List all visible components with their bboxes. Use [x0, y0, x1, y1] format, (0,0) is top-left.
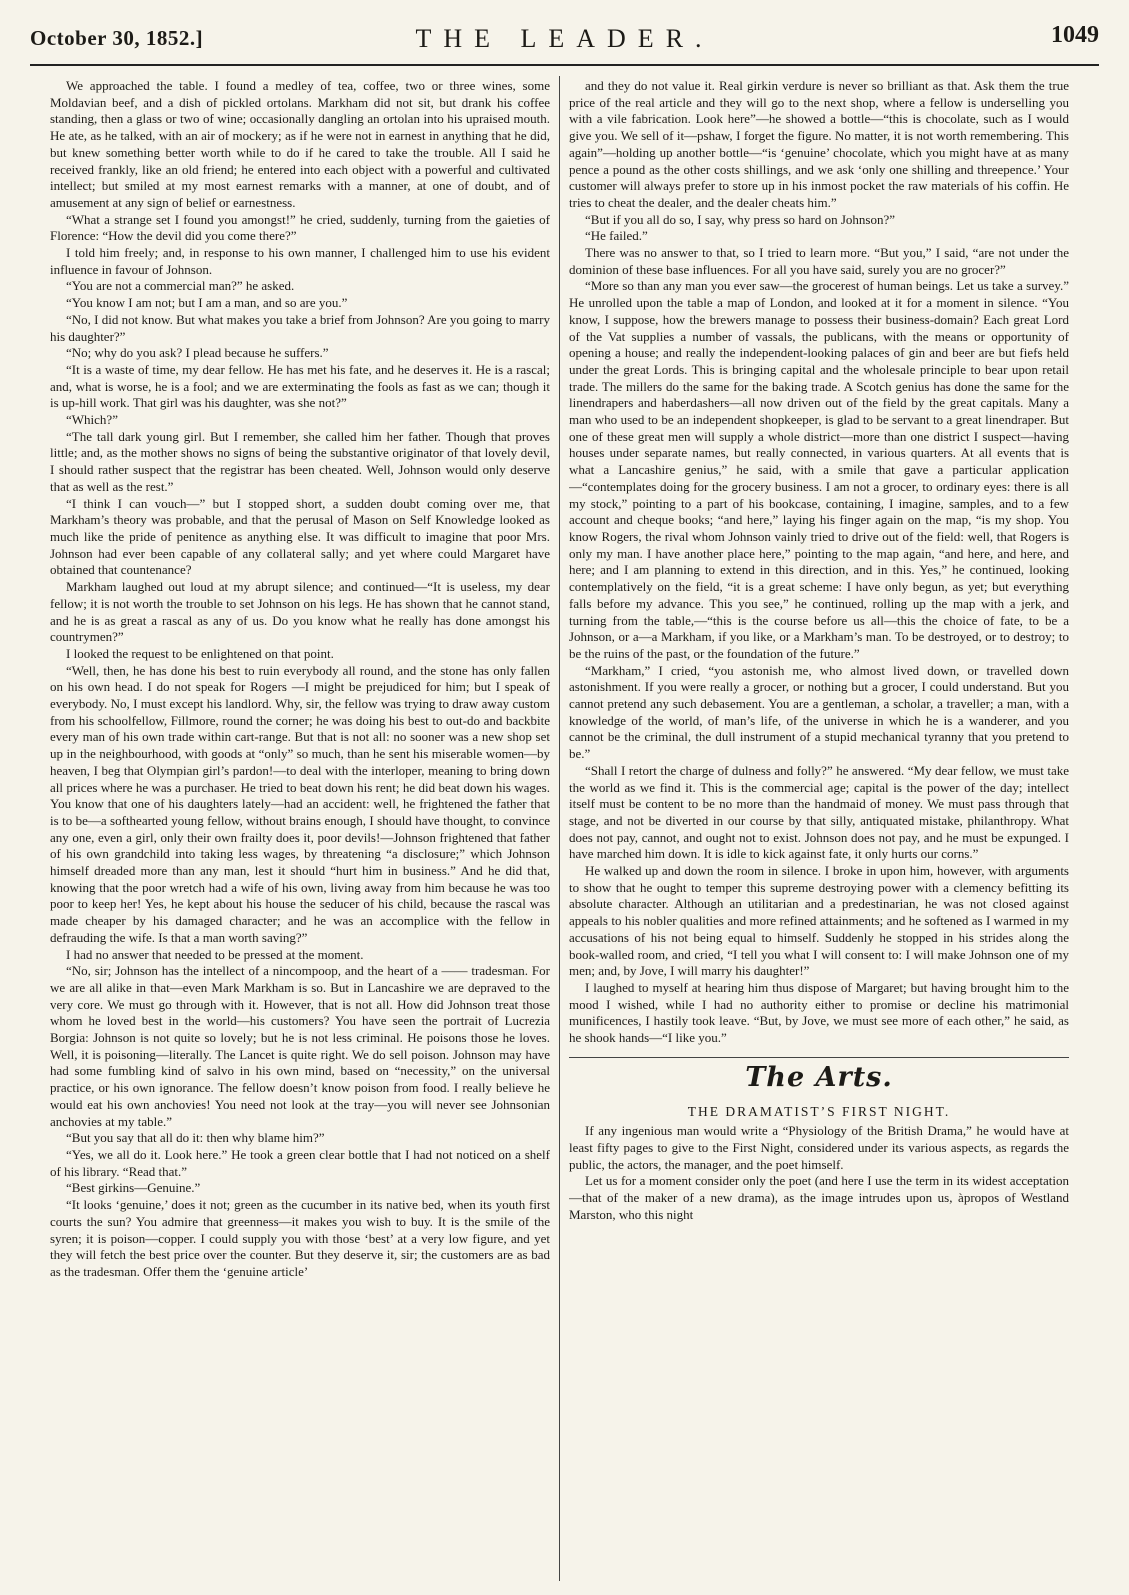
paragraph: “Markham,” I cried, “you astonish me, who almost lived down, or travelled down astonishment. If you were really a grocer, or nothing but a grocer, I could understand. But you cannot pretend any such debasement. You are a gentleman, a scholar, a traveller; a man, with a knowledge of the world, of man’s life, of the universe in which he is a wanderer, and you cannot be the criminal, the dull instrument of a stupid mechanical tyranny that you pretend to be.”: [569, 662, 1069, 762]
paragraph: “No, I did not know. But what makes you take a brief from Johnson? Are you going to marry his daughter?”: [50, 311, 550, 344]
paragraph: “What a strange set I found you amongst!” he cried, suddenly, turning from the gaieties of Florence: “How the devil did you come there?”: [50, 211, 550, 244]
paragraph: “I think I can vouch—” but I stopped short, a sudden doubt coming over me, that Markham’s theory was probable, and that the perusal of Mason on Self Knowledge looked as much like the pride of penitence as anything else. It was difficult to imagine that poor Mrs. Johnson had ever been capable of any collateral sally; and yet where could Margaret have obtained that countenance?: [50, 495, 550, 578]
paragraph: “It looks ‘genuine,’ does it not; green as the cucumber in its native bed, when its youth first courts the sun? You admire that greenness—it makes you wish to buy. It is the smile of the syren; it is poison—copper. I could supply you with those ‘best’ at a very low figure, and yet they will fetch the best price over the counter. But they deserve it, sir; the customers are as bad as the tradesman. Offer them the ‘genuine article’: [50, 1197, 550, 1279]
section-heading: The Arts.: [745, 1061, 893, 1093]
article-title: THE DRAMATIST’S FIRST NIGHT.: [687, 1104, 951, 1120]
paragraph: “The tall dark young girl. But I remember, she called him her father. Though that proves little; and, as the mother shows no signs of being the substantive originator of that lovely devil, I should rather suspect that the registrar has been cheated. Well, Johnson would only deserve that as well as the rest.”: [50, 428, 550, 494]
paragraph: Let us for a moment consider only the poet (and here I use the term in its widest acceptation—that of the maker of a new drama), as the image intrudes upon us, àpropos of Westland Marston, who this night: [569, 1173, 1069, 1222]
paragraph: “But if you all do so, I say, why press so hard on Johnson?”: [585, 211, 896, 227]
paragraph: “You are not a commercial man?” he asked.: [66, 278, 295, 294]
section-rule: [569, 1057, 1069, 1058]
paragraph: I had no answer that needed to be pressed at the moment.: [66, 946, 364, 962]
paragraph: “But you say that all do it: then why blame him?”: [66, 1130, 325, 1146]
left-column: [50, 78, 550, 1583]
paragraph: “Yes, we all do it. Look here.” He took a green clear bottle that I had not noticed on a shelf of his library. “Read that.”: [50, 1147, 550, 1179]
paragraph: I told him freely; and, in response to his own manner, I challenged him to use his evident influence in favour of Johnson.: [50, 245, 550, 277]
paragraph: “It is a waste of time, my dear fellow. He has met his fate, and he deserves it. He is a rascal; and, what is worse, he is a fool; and we are exterminating the fools as fast as we can; though it is up-hill work. That girl was his daughter, was she not?”: [50, 361, 550, 411]
paragraph: and they do not value it. Real girkin verdure is never so brilliant as that. Ask them the true price of the real article and they will go to the next shop, where a fellow is underselling you with a vile fabrication. Look here”—he showed a bottle—“this is chocolate, such as I would give you. We sell of it—pshaw, I forget the figure. No matter, it is not worth remembering. This again”—holding up another bottle—“is ‘genuine’ chocolate, which you might have at as many pence a pound as the other costs shillings, and we ask ‘only one shilling and threepence.’ Your customer will always prefer to store up in his inmost pocket the raw materials of his coffin. He tries to cheat the dealer, and the dealer cheats him.”: [569, 78, 1069, 210]
masthead-title: THE LEADER.: [415, 24, 714, 53]
paragraph: “More so than any man you ever saw—the grocerest of human beings. Let us take a survey.” He unrolled upon the table a map of London, and looked at it for a moment in silence. “You know, I suppose, how the brewers manage to possess their business-domain? Each great Lord of the Vat supplies a number of vassals, the publicans, with the means or opportunity of opening a house; and really the independent-looking palaces of gin and beer are but fiefs held under the great Lords. This is bringing capital and the wholesale principle to bear upon retail trade. The millers do the same for the baking trade. A Scotch genius has done the same for the linendrapers and haberdashers—all now driven out of the field by the great capitals. Many a man who used to be an independent shopkeeper, is glad to be servant to a great linendraper. But one of these great men will supply a whole district—more than one district I suspect—having houses under separate names, but really connected, in various quarters. At all events that is what a Lancashire genius,” he said, with a smile that gave a particular application—“contemplates doing for the grocery business. I am not a grocer, to ordinary eyes: there is all my stock,” pointing to a part of his bookcase, containing, I imagine, samples, and to a few account and cheque books; “and here,” laying his finger again on the map, “is my shop. You know Rogers, the rival whom Johnson vainly tried to drive out of the field: well, that Rogers is only my man. I have another place here,” pointing to the map again, “and here, and here, and here; and I am planning to extend in this direction, and in this. Yes,” he continued, looking contemplatively on the field, “it is a great scheme: I have only begun, as yet; but everything falls before my advance. This you see,” he continued, rolling up the map with a jerk, and turning from the table,—“this is the course before us all—this the choice of fate, to be a Johnson, or a—a Markham, if you like, or a Markham’s man. To be destroyed, or to destroy; to be the ruins of the past, or the foundation of the future.”: [569, 278, 1069, 661]
paragraph: “No; why do you ask? I plead because he suffers.”: [66, 345, 329, 361]
issue-date: October 30, 1852.]: [30, 26, 204, 50]
paragraph: “Best girkins—Genuine.”: [66, 1180, 201, 1196]
paragraph: “Shall I retort the charge of dulness and folly?” he answered. “My dear fellow, we must take the world as we find it. This is the commercial age; capital is the power of the day; intellect itself must be content to be no more than the handmaid of money. We must pass through that stage, and not be diverted in our course by that silly, antiquated mistake, philanthropy. What does not pay, cannot, and ought not to exist. Johnson does not pay, and he must be expunged. I have marched him down. It is idle to kick against fate, it only hurts our corns.”: [569, 762, 1069, 862]
paragraph: “He failed.”: [585, 228, 648, 244]
paragraph: I looked the request to be enlightened on that point.: [66, 645, 334, 661]
page-number: 1049: [1051, 22, 1099, 48]
paragraph: There was no answer to that, so I tried to learn more. “But you,” I said, “are not under the dominion of these base influences. For all you have said, surely you are no grocer?”: [569, 245, 1069, 277]
paragraph: I laughed to myself at hearing him thus dispose of Margaret; but having brought him to the mood I wished, while I had no authority either to promise or decline his matrimonial munificences, I hastily took leave. “But, by Jove, we must see more of each other,” he said, as he shook hands—“I like you.”: [569, 979, 1069, 1046]
paragraph: He walked up and down the room in silence. I broke in upon him, however, with arguments to show that he ought to temper this supreme destroying power with a clemency befitting its absolute character. Although an utilitarian and a predestinarian, he was not closed against appeals to his nobler qualities and more refined attainments; and he softened as I warmed in my accusations of his not being equal to himself. Suddenly he stopped in his strides along the book-walled room, and cried, “I tell you what I will consent to: I will make Johnson one of my men; and, by Jove, I will marry his daughter!”: [569, 863, 1069, 979]
paragraph: We approached the table. I found a medley of tea, coffee, two or three wines, some Moldavian beef, and a dish of pickled ortolans. Markham did not sit, but drank his coffee standing, then a glass or two of wine; occasionally dangling an ortolan into his upraised mouth. He ate, as he talked, with an air of mockery; as if he were not in earnest in anything that he did, but knew something better worth while to do if he cared to take the trouble. All I said he received frankly, like an old friend; he entered into each object with a powerful and cultivated intellect; but smiled at my most earnest remarks with a manner, at one of doubt, and of amusement at any sign of belief or earnestness.: [50, 78, 550, 210]
right-column: [569, 78, 1069, 1583]
paragraph: Markham laughed out loud at my abrupt silence; and continued—“It is useless, my dear fellow; it is not worth the trouble to set Johnson on his legs. He has shown that he cannot stand, and he is as great a rascal as any of us. Do you know what he really has done amongst his countrymen?”: [50, 579, 550, 645]
paragraph: “Which?”: [66, 412, 118, 428]
paragraph: “No, sir; Johnson has the intellect of a nincompoop, and the heart of a —— tradesman. For we are all alike in that—even Mark Markham is so. But in Lancashire we are depraved to the very core. We must go through with it. However, that is not all. How did Johnson treat those whom he loved best in the world—his customers? You have seen the portrait of Lucrezia Borgia: Johnson is not quite so lovely; but he is not less criminal. He poisons those he loves. Well, it is poisoning—literally. The Lancet is quite right. We do sell poison. Johnson may have had some fumbling kind of salvo in his own mind, based on “necessity,” on the universal practice, or his own ignorance. The fellow doesn’t know poison from food. I really believe he would eat his own anchovies! You need not look at the tray—you will never see Johnsonian anchovies at my table.”: [50, 963, 550, 1129]
header-rule: [30, 64, 1099, 66]
paragraph: “Well, then, he has done his best to ruin everybody all round, and the stone has only fallen on his own head. I do not speak for Rogers —I might be prejudiced for him; but I speak of everybody. No, I must except his landlord. Why, sir, the fellow was trying to draw away custom from his schoolfellow, Fillmore, round the corner; he was doing his best to out-do and backbite every man of his own trade within cart-range. But that is not all: no sooner was a new shop set up in the neighbourhood, with goods at “only” so much, than he sent his miserable women—by heaven, I beg that Olympian girl’s pardon!—to deal with the interloper, meaning to bring down all prices where he was a purchaser. He tried to beat down his rent; he did beat down his wages. You know that one of his daughters lately—had an accident: well, he frightened the father that is to be—a softhearted young fellow, without brains enough, I should have thought, to convince any one, even a girl, only their own frailty does it, poor devils!—Johnson frightened that father of his own grandchild into taking less wages, by threatening “a disclosure;” which Johnson himself dreaded more than any man, lest it should “hurt him in business.” And he did that, knowing that the poor wretch had a wife of his own, living away from him because he was too poor to keep her! Yes, he kept about his house the seducer of his child, because the rascal was made cheaper by his damaged character; and he was an accomplice with the fellow in defrauding the wife. Is that a man worth saving?”: [50, 662, 550, 945]
paragraph: “You know I am not; but I am a man, and so are you.”: [66, 295, 348, 311]
page-header: [30, 16, 1099, 64]
column-divider: [559, 76, 560, 1581]
paragraph: If any ingenious man would write a “Physiology of the British Drama,” he would have at least fifty pages to give to the First Night, considered under its various aspects, as regards the public, the actors, the manager, and the poet himself.: [569, 1123, 1069, 1172]
